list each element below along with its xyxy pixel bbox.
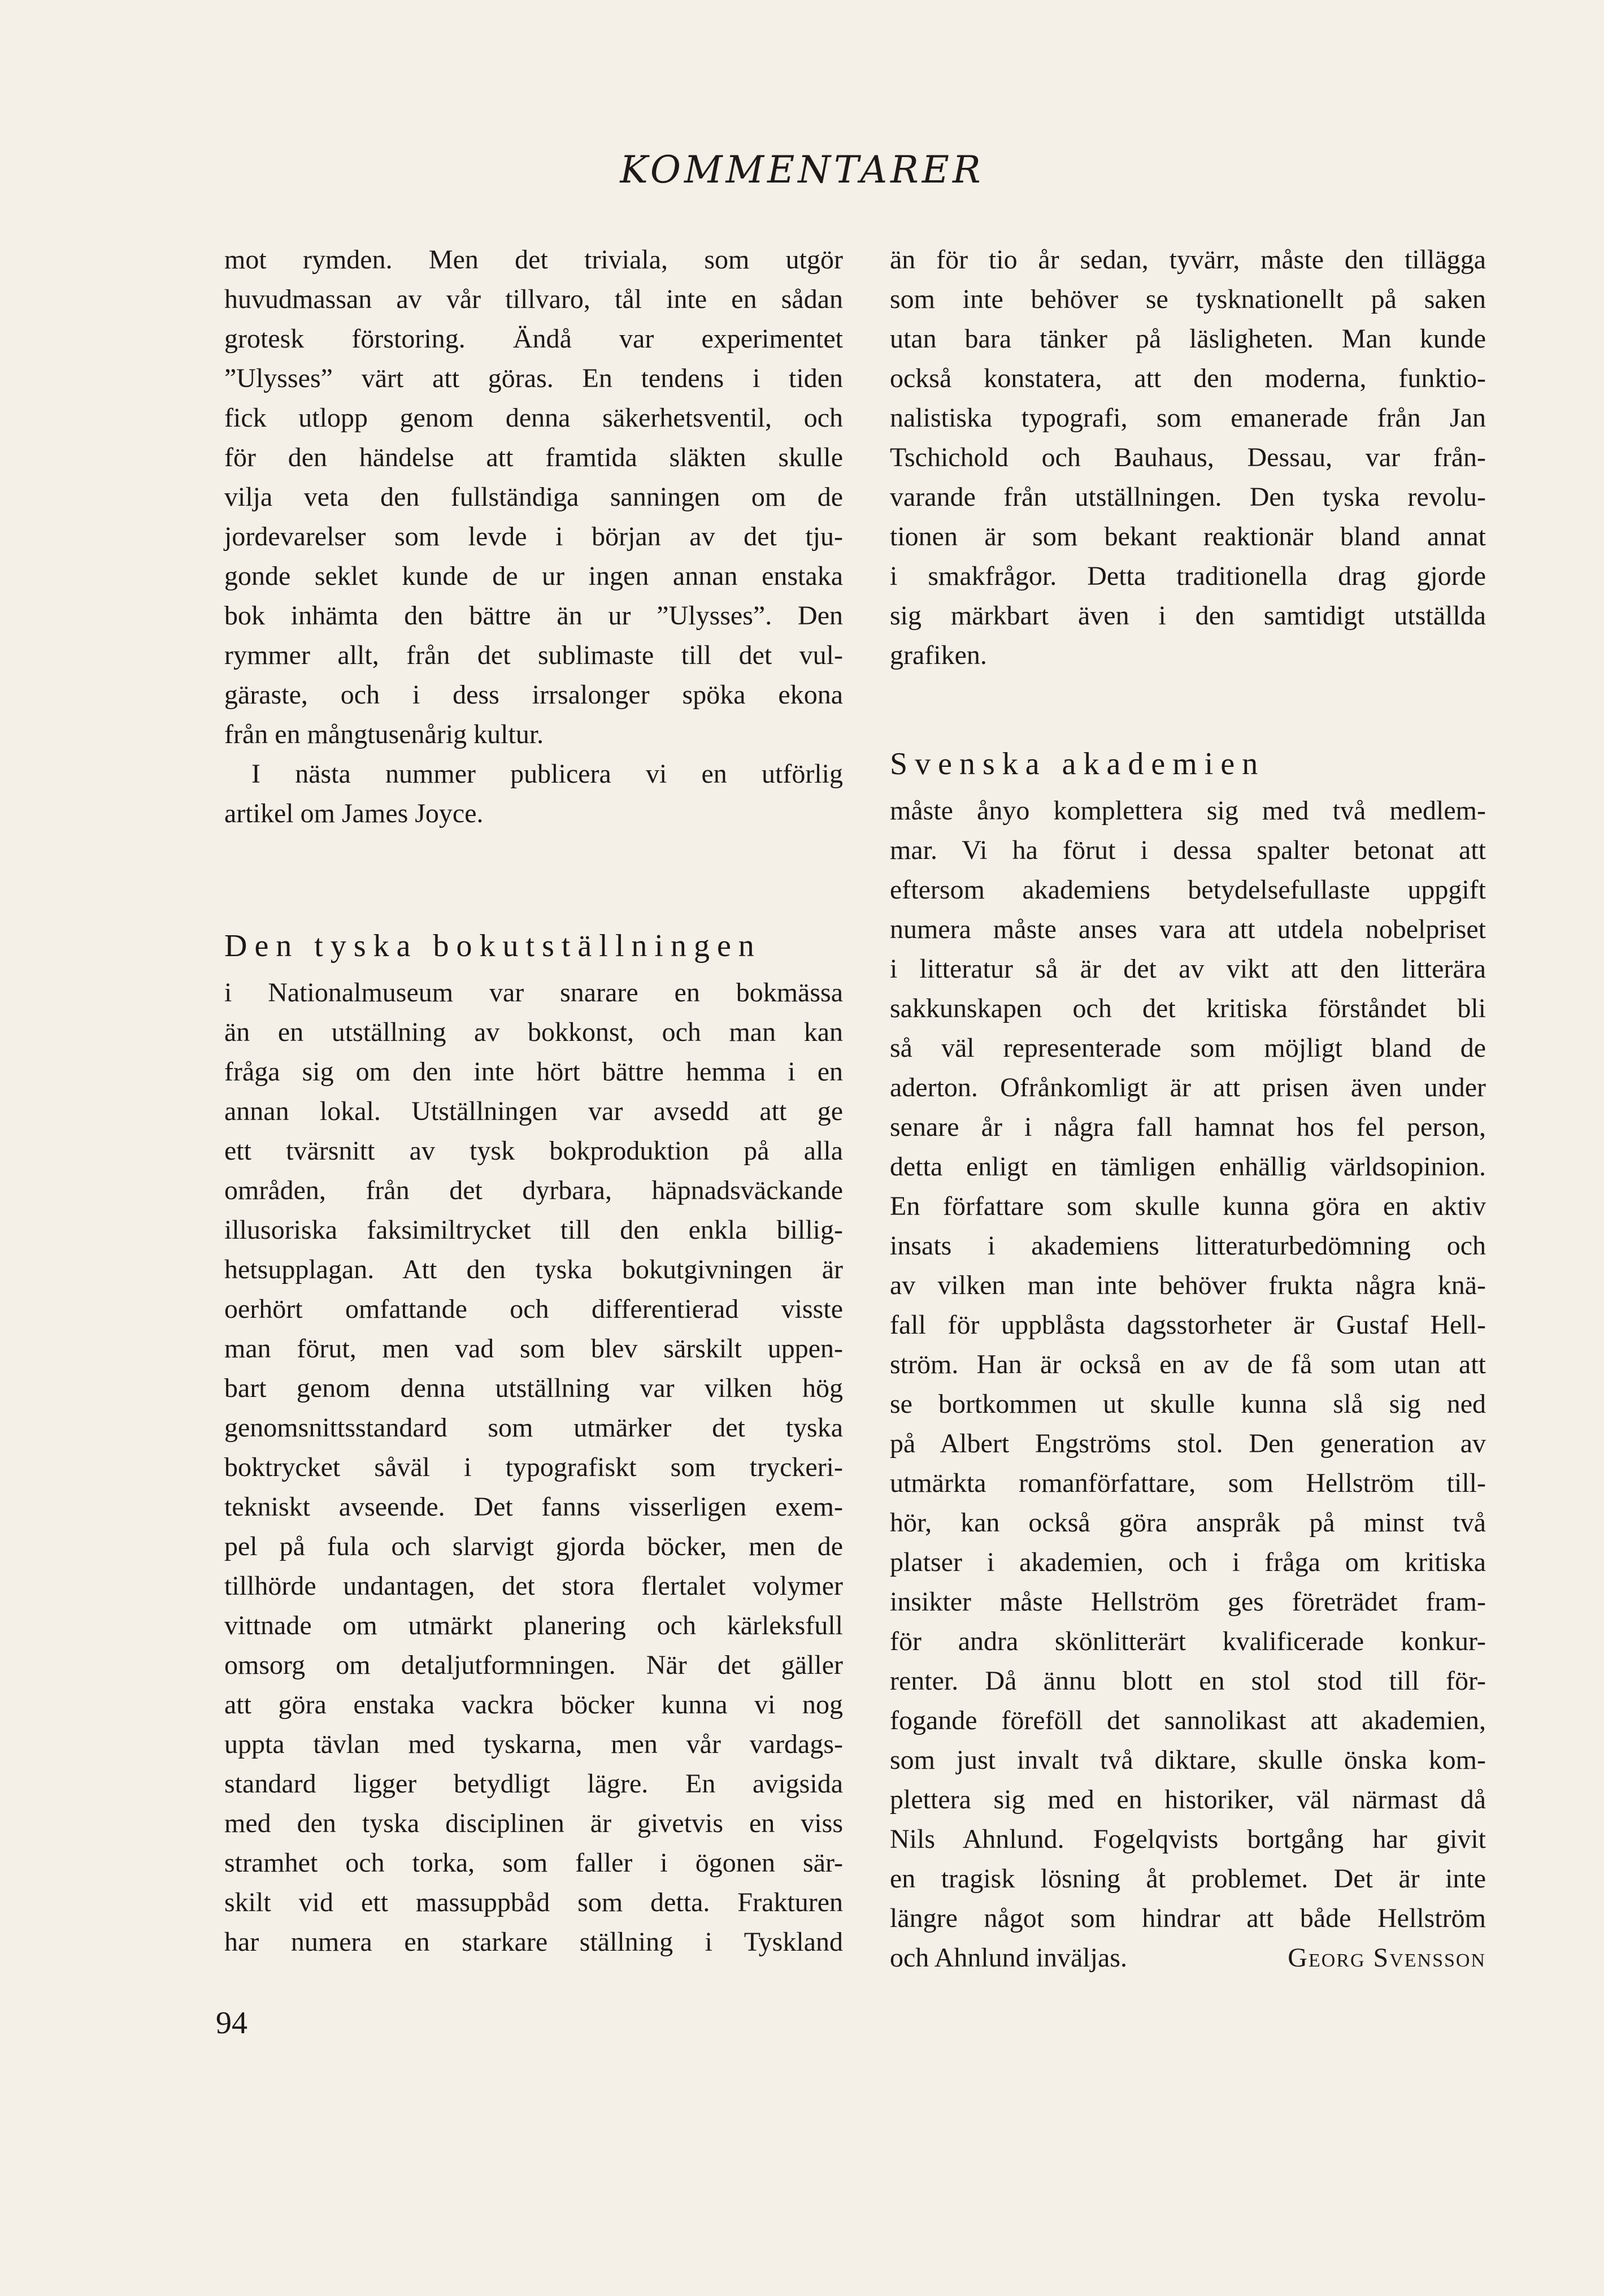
- text-line: hör, kan också göra anspråk på minst två: [890, 1508, 1486, 1538]
- text-line: av vilken man inte behöver frukta några knä-: [890, 1270, 1486, 1300]
- text-line: aderton. Ofrånkomligt är att prisen även under: [890, 1073, 1486, 1103]
- text-line: fall för uppblåsta dagsstorheter är Gustaf Hell-: [890, 1310, 1486, 1340]
- text-line: renter. Då ännu blott en stol stod till för-: [890, 1666, 1486, 1696]
- text-line: har numera en starkare ställning i Tyskland: [224, 1927, 843, 1957]
- text-line: hetsupplagan. Att den tyska bokutgivningen är: [224, 1255, 843, 1284]
- text-line: gonde seklet kunde de ur ingen annan enstaka: [224, 561, 843, 591]
- text-line: tillhörde undantagen, det stora flertalet volymer: [224, 1571, 843, 1601]
- text-line: måste ånyo komplettera sig med två medlem-: [890, 796, 1486, 826]
- text-line: platser i akademien, och i fråga om kritiska: [890, 1547, 1486, 1577]
- text-line: för andra skönlitterärt kvalificerade konkur-: [890, 1626, 1486, 1656]
- text-line: så väl representerade som möjligt bland de: [890, 1033, 1486, 1063]
- text-line: mot rymden. Men det triviala, som utgör: [224, 245, 843, 275]
- text-line: huvudmassan av vår tillvaro, tål inte en sådan: [224, 284, 843, 314]
- text-line: grotesk förstoring. Ändå var experimentet: [224, 324, 843, 354]
- text-line: tionen är som bekant reaktionär bland annat: [890, 522, 1486, 552]
- text-line: som inte behöver se tysknationellt på saken: [890, 284, 1486, 314]
- text-line: från en mångtusenårig kultur.: [224, 719, 544, 749]
- text-line: att göra enstaka vackra böcker kunna vi nog: [224, 1690, 843, 1720]
- author-signature: Georg Svensson: [1288, 1943, 1486, 1973]
- left-paragraph-announcement: [224, 754, 843, 834]
- text-line: ström. Han är också en av de få som utan att: [890, 1349, 1486, 1379]
- section-heading-bokutstallningen: Den tyska bokutställningen: [224, 928, 762, 963]
- right-column: [890, 240, 1486, 1978]
- text-line: insats i akademiens litteraturbedömning och: [890, 1231, 1486, 1261]
- text-line: plettera sig med en historiker, väl närmast då: [890, 1785, 1486, 1815]
- text-line: tekniskt avseende. Det fanns visserligen exem-: [224, 1492, 843, 1522]
- final-sentence: och Ahnlund inväljas.: [890, 1943, 1127, 1973]
- text-line: på Albert Engströms stol. Den generation av: [890, 1429, 1486, 1459]
- text-line: jordevarelser som levde i början av det tju-: [224, 522, 843, 552]
- right-paragraph-continuation: [890, 240, 1486, 675]
- text-line: insikter måste Hellström ges företrädet fram-: [890, 1587, 1486, 1617]
- text-line: nalistiska typografi, som emanerade från Jan: [890, 403, 1486, 433]
- text-line: oerhört omfattande och differentierad visste: [224, 1294, 843, 1324]
- text-line: ”Ulysses” värt att göras. En tendens i tiden: [224, 363, 843, 393]
- text-line: boktrycket såväl i typografiskt som tryckeri-: [224, 1452, 843, 1482]
- text-line: stramhet och torka, som faller i ögonen sär-: [224, 1848, 843, 1878]
- text-line: man förut, men vad som blev särskilt uppen-: [224, 1334, 843, 1364]
- text-line: fråga sig om den inte hört bättre hemma i en: [224, 1057, 843, 1087]
- text-line: genomsnittsstandard som utmärker det tyska: [224, 1413, 843, 1443]
- text-line: vittnade om utmärkt planering och kärleksfull: [224, 1611, 843, 1640]
- text-line: se bortkommen ut skulle kunna slå sig ned: [890, 1389, 1486, 1419]
- section-heading-svenska-akademien: Svenska akademien: [890, 746, 1266, 782]
- text-line: än en utställning av bokkonst, och man kan: [224, 1017, 843, 1047]
- text-line: vilja veta den fullständiga sanningen om de: [224, 482, 843, 512]
- text-line: också konstatera, att den moderna, funktio-: [890, 363, 1486, 393]
- text-line: I nästa nummer publicera vi en utförlig: [251, 759, 843, 789]
- text-line: standard ligger betydligt lägre. En avigsida: [224, 1769, 843, 1799]
- text-line: bart genom denna utställning var vilken hög: [224, 1373, 843, 1403]
- text-line: som just invalt två diktare, skulle önska kom-: [890, 1745, 1486, 1775]
- running-head: KOMMENTARER: [620, 148, 984, 192]
- text-line: omsorg om detaljutformningen. När det gäller: [224, 1650, 843, 1680]
- text-line: i Nationalmuseum var snarare en bokmässa: [224, 978, 843, 1008]
- text-line: En författare som skulle kunna göra en aktiv: [890, 1191, 1486, 1221]
- text-line: Nils Ahnlund. Fogelqvists bortgång har givit: [890, 1824, 1486, 1854]
- text-line: mar. Vi ha förut i dessa spalter betonat att: [890, 835, 1486, 865]
- left-column: [224, 240, 843, 1962]
- text-line: ett tvärsnitt av tysk bokproduktion på alla: [224, 1136, 843, 1166]
- page-number: 94: [216, 2006, 247, 2041]
- right-paragraph-akademien: [890, 791, 1486, 1938]
- text-line: längre något som hindrar att både Hellström: [890, 1903, 1486, 1933]
- text-line: utan bara tänker på läsligheten. Man kunde: [890, 324, 1486, 354]
- text-line: fogande föreföll det sannolikast att akademien,: [890, 1705, 1486, 1735]
- text-line: i smakfrågor. Detta traditionella drag gjorde: [890, 561, 1486, 591]
- text-line: en tragisk lösning åt problemet. Det är inte: [890, 1864, 1486, 1894]
- text-line: för den händelse att framtida släkten skulle: [224, 442, 843, 472]
- text-line: numera måste anses vara att utdela nobelpriset: [890, 914, 1486, 944]
- left-paragraph-ulysses: [224, 240, 843, 754]
- text-line: varande från utställningen. Den tyska revolu-: [890, 482, 1486, 512]
- text-line: utmärkta romanförfattare, som Hellström till-: [890, 1468, 1486, 1498]
- text-line: med den tyska disciplinen är givetvis en viss: [224, 1808, 843, 1838]
- text-line: i litteratur så är det av vikt att den litterära: [890, 954, 1486, 984]
- closing-line: [890, 1938, 1486, 1978]
- text-line: bok inhämta den bättre än ur ”Ulysses”. Den: [224, 601, 843, 631]
- text-line: sig märkbart även i den samtidigt utställda: [890, 601, 1486, 631]
- text-line: uppta tävlan med tyskarna, men vår vardags-: [224, 1729, 843, 1759]
- text-line: Tschichold och Bauhaus, Dessau, var från-: [890, 442, 1486, 472]
- text-line: skilt vid ett massuppbåd som detta. Frakturen: [224, 1887, 843, 1917]
- text-line: pel på fula och slarvigt gjorda böcker, men de: [224, 1531, 843, 1561]
- left-paragraph-bokutstallningen: [224, 973, 843, 1962]
- text-line: fick utlopp genom denna säkerhetsventil, och: [224, 403, 843, 433]
- text-line: annan lokal. Utställningen var avsedd att ge: [224, 1096, 843, 1126]
- text-line: artikel om James Joyce.: [224, 798, 484, 828]
- text-line: grafiken.: [890, 640, 987, 670]
- text-line: illusoriska faksimiltrycket till den enkla billig-: [224, 1215, 843, 1245]
- text-line: än för tio år sedan, tyvärr, måste den tillägga: [890, 245, 1486, 275]
- text-line: eftersom akademiens betydelsefullaste uppgift: [890, 875, 1486, 905]
- text-line: områden, från det dyrbara, häpnadsväckande: [224, 1175, 843, 1205]
- text-line: gäraste, och i dess irrsalonger spöka ekona: [224, 680, 843, 710]
- text-line: sakkunskapen och det kritiska förståndet bli: [890, 993, 1486, 1023]
- text-line: rymmer allt, från det sublimaste till det vul-: [224, 640, 843, 670]
- text-line: detta enligt en tämligen enhällig världsopinion.: [890, 1152, 1486, 1182]
- text-line: senare år i några fall hamnat hos fel person,: [890, 1112, 1486, 1142]
